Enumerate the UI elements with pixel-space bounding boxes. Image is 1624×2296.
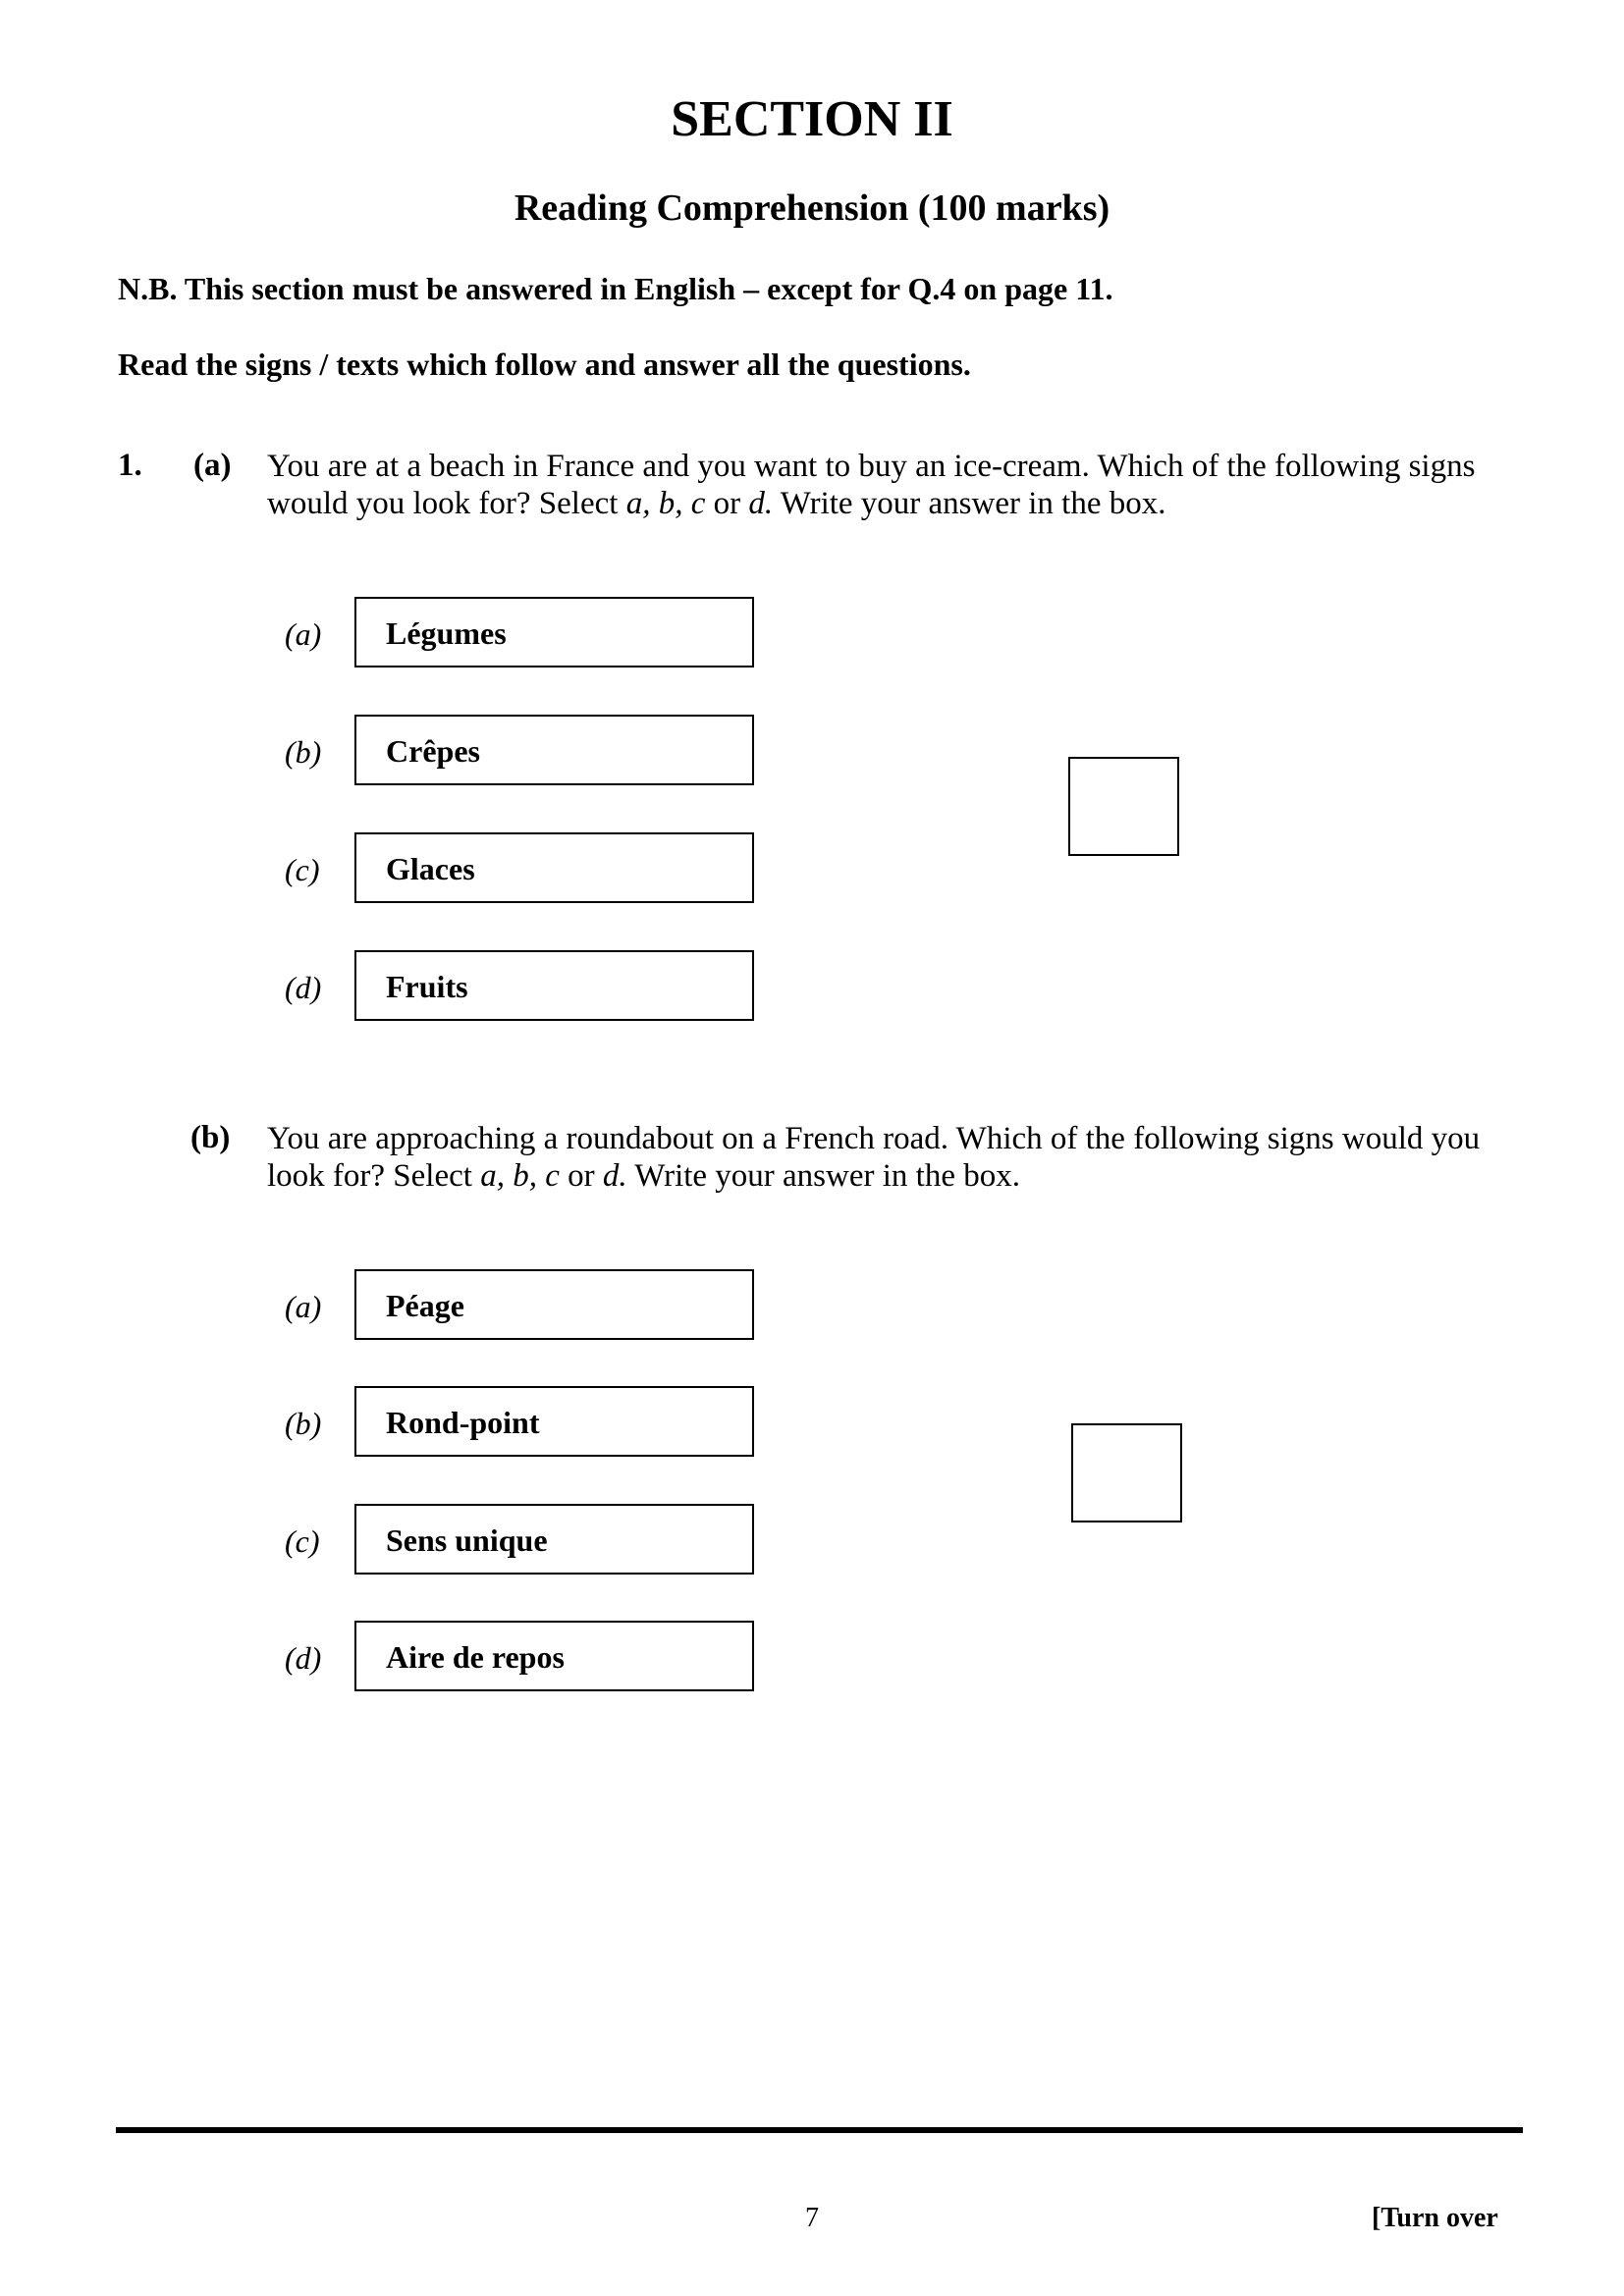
part-b-line1: You are approaching a roundabout on a French road. Which of the following signs would you xyxy=(267,1121,1481,1156)
part-a-question xyxy=(267,448,1622,522)
option-letter: (b) xyxy=(285,1406,322,1441)
sign-text: Crêpes xyxy=(386,733,480,769)
part-a-line2: would you look for? Select a, b, c or d. Write your answer in the box. xyxy=(267,486,1166,521)
sign-option-d xyxy=(354,950,754,1021)
instruction-text: Read the signs / texts which follow and answer all the questions. xyxy=(118,347,971,382)
part-b-label: (b) xyxy=(190,1120,231,1155)
page-number: 7 xyxy=(805,2203,819,2233)
option-letter: (b) xyxy=(285,734,322,770)
sign-text: Fruits xyxy=(386,969,468,1004)
sign-option-b xyxy=(354,715,754,785)
option-letter: (d) xyxy=(285,1640,322,1676)
section-subtitle: Reading Comprehension (100 marks) xyxy=(514,187,1110,229)
turn-over-label: [Turn over xyxy=(1372,2203,1498,2233)
sign-option-c xyxy=(354,1504,754,1575)
sign-option-a xyxy=(354,597,754,667)
answer-box-b[interactable] xyxy=(1071,1423,1182,1522)
option-letter: (a) xyxy=(285,616,322,652)
sign-text: Aire de repos xyxy=(386,1639,565,1675)
sign-option-c xyxy=(354,832,754,903)
sign-text: Légumes xyxy=(386,615,507,651)
sign-text: Rond-point xyxy=(386,1405,540,1440)
language-note: N.B. This section must be answered in English – except for Q.4 on page 11. xyxy=(118,271,1113,306)
section-title: SECTION II xyxy=(671,91,953,147)
option-letter: (a) xyxy=(285,1289,322,1324)
question-number: 1. xyxy=(118,448,142,483)
sign-option-a xyxy=(354,1269,754,1340)
part-a-line1: You are at a beach in France and you want to buy an ice-cream. Which of the following signs xyxy=(267,449,1476,484)
answer-box-a[interactable] xyxy=(1068,757,1179,856)
sign-text: Péage xyxy=(386,1288,464,1323)
part-a-label: (a) xyxy=(193,448,232,483)
sign-option-d xyxy=(354,1621,754,1691)
option-letter: (c) xyxy=(285,1523,320,1559)
option-letter: (c) xyxy=(285,852,320,887)
footer-divider xyxy=(116,2127,1523,2133)
part-b-line2: look for? Select a, b, c or d. Write your answer in the box. xyxy=(267,1158,1020,1194)
sign-option-b xyxy=(354,1386,754,1457)
part-b-question xyxy=(267,1120,1622,1195)
sign-text: Glaces xyxy=(386,851,475,886)
option-letter: (d) xyxy=(285,970,322,1005)
sign-text: Sens unique xyxy=(386,1522,548,1558)
